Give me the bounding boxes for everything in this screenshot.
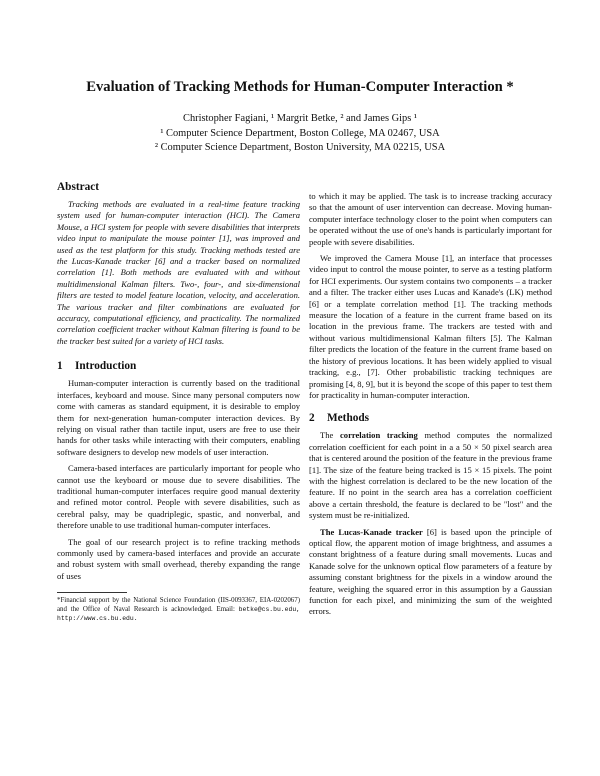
methods-number: 2 [309, 412, 315, 425]
intro-paragraph-3: The goal of our research project is to refine tracking methods commonly used by camera-based interfaces and provide an accurate and robust system with small overhead, thereby expanding the range of uses [57, 536, 300, 581]
methods-heading [309, 411, 552, 425]
author-names: Christopher Fagiani, ¹ Margrit Betke, ² and James Gips ¹ [183, 113, 417, 124]
affiliation-1: ¹ Computer Science Department, Boston College, MA 02467, USA [160, 127, 440, 139]
intro-heading [57, 359, 300, 373]
methods-paragraph-2 [309, 527, 552, 618]
methods-p1-lead: The [320, 430, 341, 441]
methods-title: Methods [327, 412, 370, 425]
footnote-divider [57, 592, 127, 593]
methods-p2-body: [6] is based upon the principle of optical flow, the apparent motion of image brightness, and assumes a constant brightness of a feature during small movements. Lucas and Kanade solve for the unknown optical flow parameters of a feature by assuming constant brightness for the pixels in a window around the feature, weighing the squared error in this assumption by a Gaussian function for each pixel, and minimizing the sum of the weighted errors. [309, 526, 552, 617]
intro-continued-paragraph: to which it may be applied. The task is to increase tracking accuracy so that the amount of user intervention can decrease. Moving human-computer interface technology closer to the point when computers can be operated without the use of one's hands is particularly important for people with severe disabilities. [309, 191, 552, 247]
abstract-text: Tracking methods are evaluated in a real-time feature tracking system used for human-computer interaction (HCI). The Camera Mouse, a HCI system for people with severe disabilities that interprets video input to manipulate the mouse pointer [1], was improved and used as the test platform for this study. Tracking methods tested are the Lucas-Kanade tracker [6] and a tracker based on normalized correlation [1]. Both methods are evaluated with and without multidimensional Kalman filters. Two-, four-, and six-dimensional filters are tested to model feature location, velocity, and acceleration. The various tracker and filter combinations are evaluated for accuracy, computational efficiency, and practicality. The normalized correlation coefficient tracker without Kalman filtering is found to be the tracker best suited for a variety of HCI tasks. [57, 199, 300, 346]
intro-number: 1 [57, 360, 63, 373]
left-column [57, 180, 300, 623]
footnote [57, 596, 300, 623]
right-column [309, 191, 552, 623]
author-block [40, 112, 560, 156]
keyword-lucas-kanade: The Lucas-Kanade tracker [320, 526, 423, 537]
intro-title: Introduction [75, 360, 137, 373]
affiliation-2: ² Computer Science Department, Boston University, MA 02215, USA [154, 142, 446, 153]
paper-title: Evaluation of Tracking Methods for Human-Computer Interaction * [86, 79, 514, 95]
abstract-heading: Abstract [57, 181, 100, 193]
intro-paragraph-2: Camera-based interfaces are particularly important for people who cannot use the keyboard or mouse due to severe disabilities. The traditional human-computer interfaces require good manual dexterity and refined motor control. People with severe disabilities, such as cerebral palsy, may be quadriplegic, spastic, and nonverbal, and therefore unable to use traditional human-computer interfaces. [57, 463, 300, 531]
intro-paragraph-1: Human-computer interaction is currently based on the traditional interfaces, keyboard and mouse. Since many personal computers now come with cameras as standard equipment, it is desirable to employ them for next-generation human-computer interaction devices. By relying on visual rather than tactile input, users are free to use their hands for other tasks while interacting with their computers, enabling software designers to develop new models of user interaction. [57, 378, 300, 457]
methods-paragraph-1 [309, 430, 552, 521]
keyword-correlation-tracking: correlation tracking [340, 430, 418, 441]
intro-paragraph-4: We improved the Camera Mouse [1], an interface that processes video input to control the mouse pointer, to serve as a testing platform for HCI experiments. Our system contains two components – a tracker and a filter. The tracker either uses Lucas and Kanade's (LK) method [6] or a template correlation method [1]. The tracking methods measure the location of a feature in the current frame based on its location in the previous frame. The trackers are tested with and without various multidimensional Kalman filters [5]. The Kalman filter predicts the location of the feature in the current frame based on the history of previous locations. It has been widely applied to visual tracking, e.g., [7]. Other probabilistic tracking techniques are promising [4, 8, 9], but it is beyond the scope of this paper to test them for practicality in human-computer interaction. [309, 253, 552, 400]
footnote-text: *Financial support by the National Science Foundation (IIS-0093367, EIA-0202067) and the Office of Naval Research is acknowledged. Email: [57, 597, 300, 614]
methods-p1-body: method computes the normalized correlation coefficient for each point in a a 50 × 50 pixel search area that is centered around the position of the feature in the previous frame [1]. The size of the feature being tracked is 15 × 15 pixels. The point with the highest correlation is declared to be the new location of the feature. If no point in the search area has a correlation coefficient above a certain threshold, the feature is declared to be "lost" and the system must be re-initialized. [309, 430, 552, 521]
footnote-emails: betke@cs.bu.edu, http://www.cs.bu.edu. [57, 606, 300, 623]
